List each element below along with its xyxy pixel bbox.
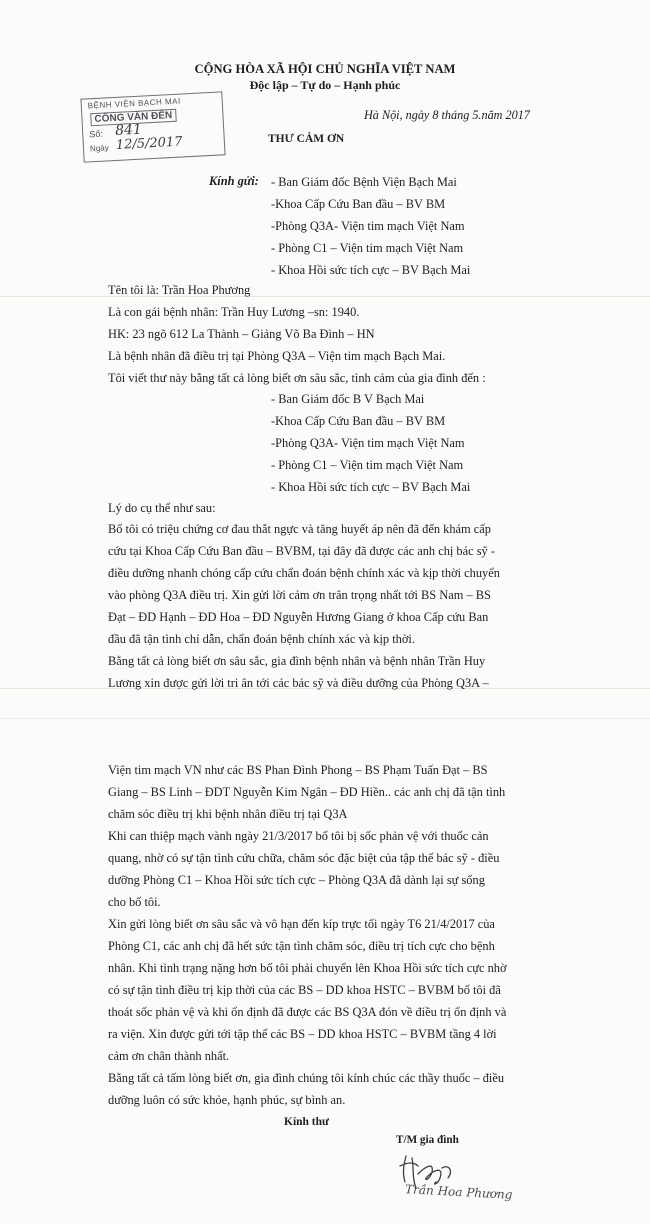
body-line: Bằng tất cả tấm lòng biết ơn, gia đình chúng tôi kính chúc các thầy thuốc – điều: [108, 1071, 505, 1085]
body-line: Bằng tất cả lòng biết ơn sâu sắc, gia đình bệnh nhân và bệnh nhân Trần Huy: [108, 654, 486, 668]
body-line: quang, nhờ có sự tận tình cứu chữa, chăm sóc đặc biệt của tập thể bác sỹ - điều: [108, 851, 500, 865]
body-line: Lương xin được gửi lời tri ân tới các bác sỹ và điều dưỡng của Phòng Q3A –: [108, 676, 489, 690]
thanks-line: - Khoa Hồi sức tích cực – BV Bạch Mai: [271, 480, 471, 494]
body-line: Giang – BS Linh – ĐDT Nguyễn Kim Ngân – ĐD Hiền.. các anh chị đã tận tình: [108, 785, 506, 799]
stamp-date-handwritten: 12/5/2017: [115, 134, 183, 153]
intro-line: Tôi viết thư này bằng tất cả lòng biết ơn sâu sắc, tình cảm của gia đình đến :: [108, 371, 486, 385]
recipient-line: - Ban Giám đốc Bệnh Viện Bạch Mai: [271, 175, 457, 189]
body-line: thoát sốc phản vệ và khi ổn định đã được các BS Q3A đón về điều trị ổn định và: [108, 1005, 507, 1019]
body-line: Bố tôi có triệu chứng cơ đau thắt ngực và tăng huyết áp nên đã đến khám cấp: [108, 522, 491, 536]
body-line: dưỡng luôn có sức khỏe, hạnh phúc, sự bình an.: [108, 1093, 346, 1107]
body-line: dưỡng Phòng C1 – Khoa Hồi sức tích cực – Phòng Q3A đã dành lại sự sống: [108, 873, 485, 887]
body-line: chăm sóc điều trị khi bệnh nhân điều trị tại Q3A: [108, 807, 348, 821]
body-line: có sự tận tình điều trị kịp thời của các BS – DD khoa HSTC – BVBM bố tôi đã: [108, 983, 501, 997]
stamp-org: BỆNH VIỆN BẠCH MAI: [87, 96, 181, 111]
body-line: đầu đã tận tình chỉ dẫn, chẩn đoán bệnh chính xác và kịp thời.: [108, 632, 415, 646]
on-behalf-label: T/M gia đình: [396, 1134, 459, 1146]
letter-date: Hà Nội, ngày 8 tháng 5.năm 2017: [364, 108, 530, 122]
body-line: Xin gửi lòng biết ơn sâu sắc và vô hạn đến kíp trực tối ngày T6 21/4/2017 của: [108, 917, 495, 931]
national-motto: Độc lập – Tự do – Hạnh phúc: [249, 78, 401, 92]
thanks-line: - Ban Giám đốc B V Bạch Mai: [271, 392, 425, 406]
incoming-document-stamp: [80, 91, 225, 162]
body-line: ra viện. Xin được gửi tới tập thể các BS – DD khoa HSTC – BVBM tầng 4 lời: [108, 1027, 497, 1041]
scan-artifact: [0, 296, 650, 297]
body-line: cứu tại Khoa Cấp Cứu Ban đầu – BVBM, tại đây đã được các anh chị bác sỹ -: [108, 544, 495, 558]
stamp-number-handwritten: 841: [114, 121, 143, 139]
national-title: CỘNG HÒA XÃ HỘI CHỦ NGHĨA VIỆT NAM: [194, 62, 456, 76]
page-fold: [0, 718, 650, 719]
body-line: cảm ơn chân thành nhất.: [108, 1049, 230, 1063]
body-line: Khi can thiệp mạch vành ngày 21/3/2017 bố tôi bị sốc phản vệ với thuốc cản: [108, 829, 489, 843]
stamp-date-label: Ngày: [89, 143, 109, 154]
intro-line: Là bệnh nhân đã điều trị tại Phòng Q3A – Viện tim mạch Bạch Mai.: [108, 349, 446, 363]
body-line: Phòng C1, các anh chị đã hết sức tận tình chăm sóc, điều trị tích cực cho bệnh: [108, 939, 495, 953]
reason-heading: Lý do cụ thể như sau:: [108, 501, 216, 515]
recipient-line: - Phòng C1 – Viện tim mạch Việt Nam: [271, 241, 464, 255]
body-line: nhân. Khi tình trạng nặng hơn bố tôi phải chuyển lên Khoa Hồi sức tích cực nhờ: [108, 961, 507, 975]
thanks-line: - Phòng C1 – Viện tim mạch Việt Nam: [271, 458, 464, 472]
recipient-line: - Khoa Hồi sức tích cực – BV Bạch Mai: [271, 263, 471, 277]
thanks-line: -Phòng Q3A- Viện tim mạch Việt Nam: [271, 436, 465, 450]
greeting-label: Kính gửi:: [209, 174, 259, 188]
stamp-label: CÔNG VĂN ĐẾN: [90, 109, 176, 126]
body-line: điều dưỡng nhanh chóng cấp cứu chẩn đoán bệnh chính xác và kịp thời chuyển: [108, 566, 500, 580]
closing: Kính thư: [284, 1116, 329, 1128]
thanks-line: -Khoa Cấp Cứu Ban đầu – BV BM: [271, 414, 446, 428]
intro-line: Là con gái bệnh nhân: Trần Huy Lương –sn: 1940.: [108, 305, 360, 319]
intro-line: HK: 23 ngõ 612 La Thành – Giảng Võ Ba Đình – HN: [108, 327, 375, 341]
recipient-line: -Phòng Q3A- Viện tim mạch Việt Nam: [271, 219, 465, 233]
handwritten-name: Trần Hoa Phương: [404, 1182, 513, 1202]
body-line: cho bố tôi.: [108, 895, 161, 909]
body-line: Đạt – ĐD Hạnh – ĐD Hoa – ĐD Nguyễn Hương Giang ở khoa Cấp cứu Ban: [108, 610, 489, 624]
body-line: Viện tim mạch VN như các BS Phan Đình Phong – BS Phạm Tuấn Đạt – BS: [108, 763, 488, 777]
body-line: vào phòng Q3A điều trị. Xin gửi lời cảm ơn trân trọng nhất tới BS Nam – BS: [108, 588, 491, 602]
intro-line: Tên tôi là: Trần Hoa Phương: [108, 283, 251, 297]
letter-title: THƯ CẢM ƠN: [268, 133, 345, 145]
recipient-line: -Khoa Cấp Cứu Ban đầu – BV BM: [271, 197, 446, 211]
stamp-number-label: Số:: [89, 128, 104, 140]
